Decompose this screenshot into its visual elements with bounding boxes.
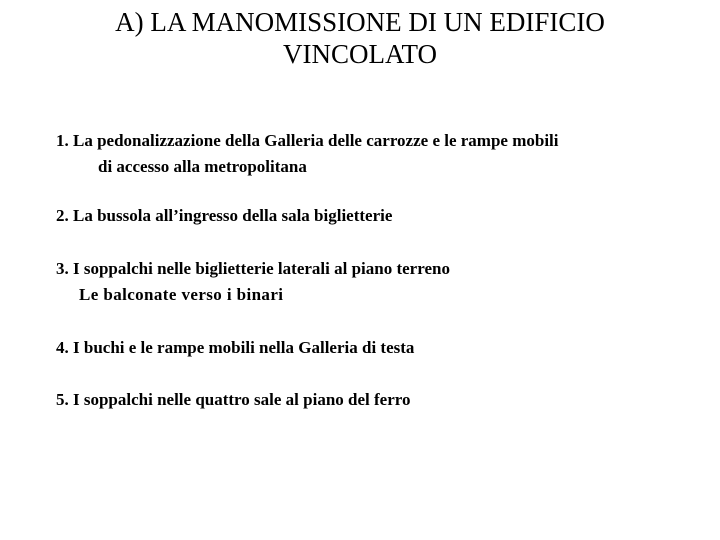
slide-title-line-1: A) LA MANOMISSIONE DI UN EDIFICIO [115,7,605,37]
list-item-4-line-1: 4. I buchi e le rampe mobili nella Galleria di testa [56,338,415,357]
list-item-1-line-1: 1. La pedonalizzazione della Galleria delle carrozze e le rampe mobili [56,131,559,150]
list-item-3 [56,256,450,308]
list-item-2 [56,203,392,229]
slide-title-line-2: VINCOLATO [283,39,437,69]
list-item-5 [56,387,411,413]
list-item-3-line-1: 3. I soppalchi nelle biglietterie laterali al piano terreno [56,259,450,278]
slide-title [60,6,660,70]
list-item-1 [56,128,559,180]
list-item-2-line-1: 2. La bussola all’ingresso della sala biglietterie [56,206,393,225]
list-item-4 [56,335,414,361]
list-item-3-line-2: Le balconate verso i binari [79,285,284,304]
list-item-5-line-1: 5. I soppalchi nelle quattro sale al piano del ferro [56,390,411,409]
list-item-1-line-2: di accesso alla metropolitana [98,157,307,176]
